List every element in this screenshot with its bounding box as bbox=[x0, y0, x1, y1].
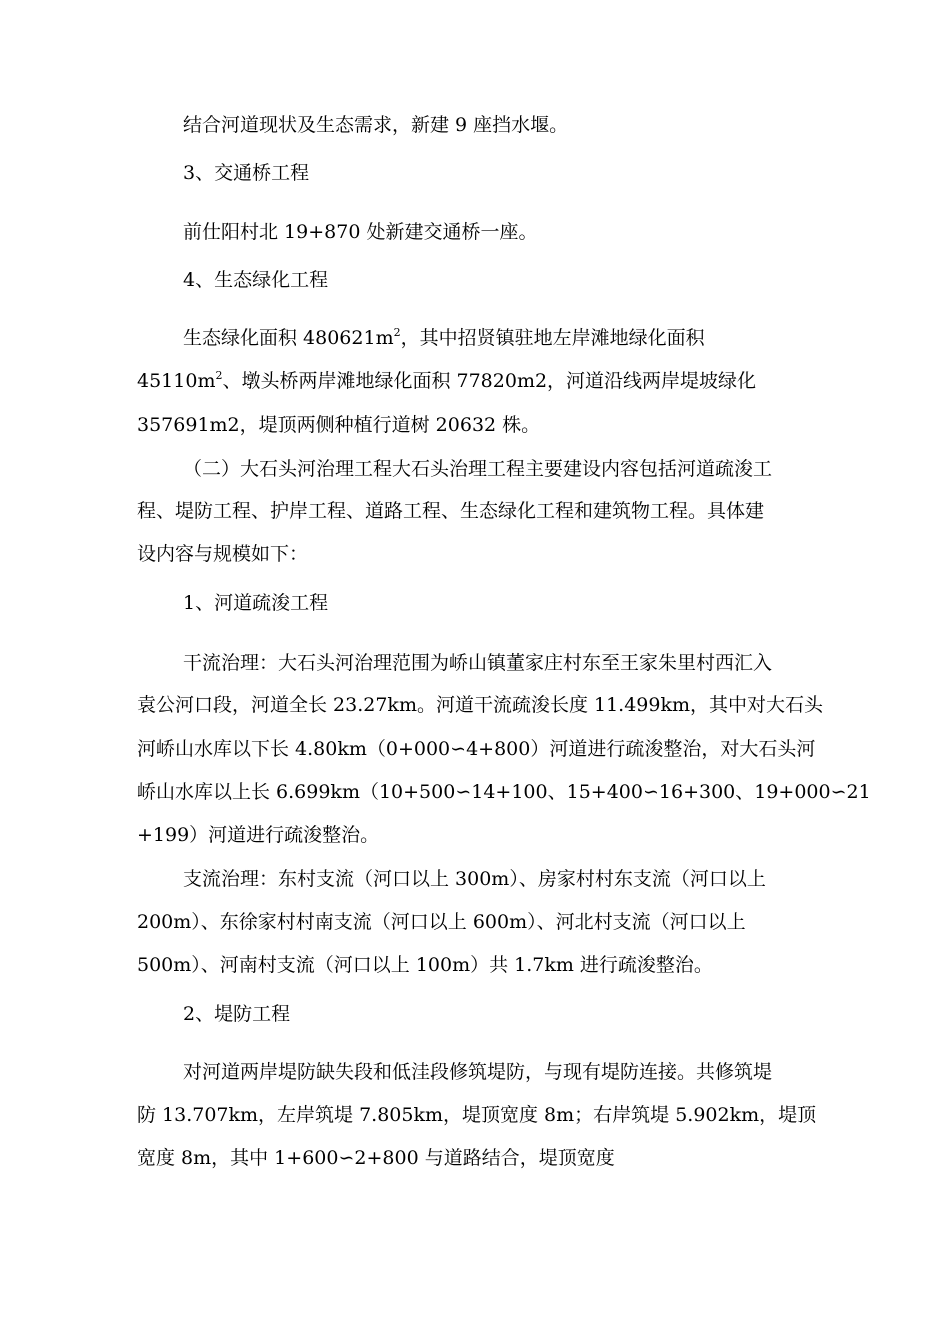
paragraph-line: 宽度 8m，其中 1+600∽2+800 与道路结合，堤顶宽度 bbox=[137, 1147, 615, 1169]
paragraph-line: 袁公河口段，河道全长 23.27km。河道干流疏浚长度 11.499km，其中对大石头 bbox=[137, 694, 824, 716]
paragraph-line: 500m）、河南村支流（河口以上 100m）共 1.7km 进行疏浚整治。 bbox=[137, 954, 713, 976]
paragraph-line bbox=[183, 325, 873, 351]
paragraph-line: 200m）、东徐家村村南支流（河口以上 600m）、河北村支流（河口以上 bbox=[137, 911, 746, 933]
paragraph-line: 支流治理：东村支流（河口以上 300m）、房家村村东支流（河口以上 bbox=[183, 868, 766, 890]
superscript: 2 bbox=[215, 368, 223, 382]
text-span: 生态绿化面积 480621m bbox=[183, 327, 394, 349]
paragraph-line: +199）河道进行疏浚整治。 bbox=[137, 824, 380, 846]
text-span: 、墩头桥两岸滩地绿化面积 77820m2，河道沿线两岸堤坡绿化 bbox=[222, 370, 757, 392]
paragraph-line: 设内容与规模如下： bbox=[137, 543, 309, 565]
paragraph-line: 河峤山水库以下长 4.80km（0+000∽4+800）河道进行疏浚整治，对大石头河 bbox=[137, 738, 816, 760]
section-heading: 2、堤防工程 bbox=[183, 1003, 291, 1025]
paragraph-line: 结合河道现状及生态需求，新建 9 座挡水堰。 bbox=[183, 114, 569, 136]
paragraph-line: 前仕阳村北 19+870 处新建交通桥一座。 bbox=[183, 221, 538, 243]
section-heading: 1、河道疏浚工程 bbox=[183, 592, 329, 614]
paragraph-line: 防 13.707km，左岸筑堤 7.805km，堤顶宽度 8m；右岸筑堤 5.902km，堤顶 bbox=[137, 1104, 817, 1126]
paragraph-line: 357691m2，堤顶两侧种植行道树 20632 株。 bbox=[137, 414, 541, 436]
paragraph-line: 对河道两岸堤防缺失段和低洼段修筑堤防，与现有堤防连接。共修筑堤 bbox=[183, 1061, 773, 1083]
text-span: ，其中招贤镇驻地左岸滩地绿化面积 bbox=[400, 327, 705, 349]
paragraph-line: 程、堤防工程、护岸工程、道路工程、生态绿化工程和建筑物工程。具体建 bbox=[137, 500, 765, 522]
paragraph-line bbox=[137, 368, 827, 394]
superscript: 2 bbox=[393, 325, 401, 339]
section-heading: 3、交通桥工程 bbox=[183, 162, 310, 184]
paragraph-line: 峤山水库以上长 6.699km（10+500∽14+100、15+400∽16+300、19+000∽21 bbox=[137, 781, 871, 803]
text-span: 45110m bbox=[137, 370, 216, 392]
paragraph-line: 干流治理：大石头河治理范围为峤山镇董家庄村东至王家朱里村西汇入 bbox=[183, 652, 773, 674]
section-heading: 4、生态绿化工程 bbox=[183, 269, 329, 291]
paragraph-line: （二）大石头河治理工程大石头治理工程主要建设内容包括河道疏浚工 bbox=[183, 458, 773, 480]
